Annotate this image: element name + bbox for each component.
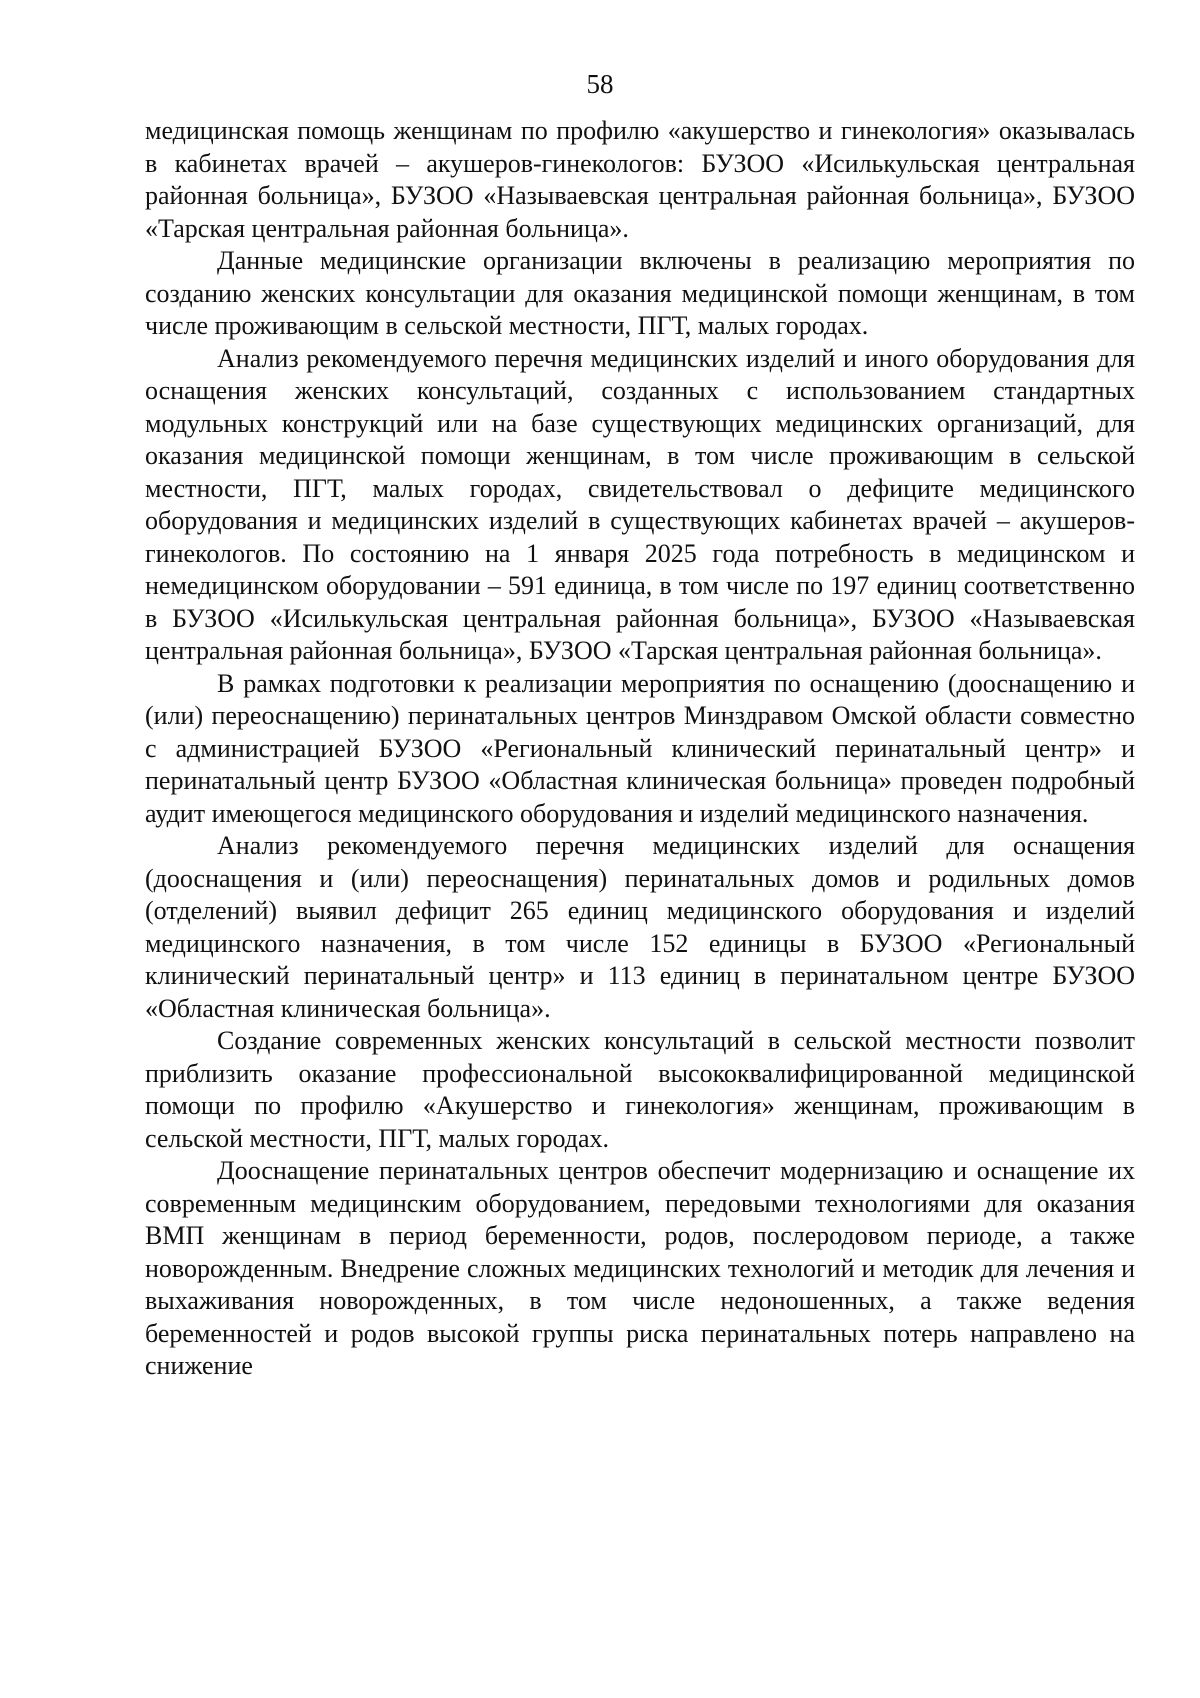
paragraph: Создание современных женских консультаций в сельской местности позволит приблизить оказание профессиональной высококвалифицированной медицинской помощи по профилю «Акушерство и гинекология» женщинам, проживающим в сельской местности, ПГТ, малых городах. xyxy=(145,1026,1135,1153)
document-body xyxy=(145,115,1135,1383)
paragraph: Дооснащение перинатальных центров обеспечит модернизацию и оснащение их современным медицинским оборудованием, передовыми технологиями для оказания ВМП женщинам в период беременности, родов, послеродовом периоде, а также новорожденным. Внедрение сложных медицинских технологий и методик для лечения и выхаживания новорожденных, в том числе недоношенных, а также ведения беременностей и родов высокой группы риска перинатальных потерь направлено на снижение xyxy=(145,1156,1135,1380)
paragraph: Данные медицинские организации включены в реализацию мероприятия по созданию женских консультации для оказания медицинской помощи женщинам, в том числе проживающим в сельской местности, ПГТ, малых городах. xyxy=(145,246,1135,340)
paragraph: Анализ рекомендуемого перечня медицинских изделий для оснащения (дооснащения и (или) переоснащения) перинатальных домов и родильных домов (отделений) выявил дефицит 265 единиц медицинского оборудования и изделий медицинского назначения, в том числе 152 единицы в БУЗОО «Региональный клинический перинатальный центр» и 113 единиц в перинатальном центре БУЗОО «Областная клиническая больница». xyxy=(145,831,1135,1023)
page-number: 58 xyxy=(586,69,614,99)
paragraph: медицинская помощь женщинам по профилю «акушерство и гинекология» оказывалась в кабинетах врачей – акушеров-гинекологов: БУЗОО «Исилькульская центральная районная больница», БУЗОО «Называевская центральная районная больница», БУЗОО «Тарская центральная районная больница». xyxy=(145,116,1135,243)
paragraph: Анализ рекомендуемого перечня медицинских изделий и иного оборудования для оснащения женских консультаций, созданных с использованием стандартных модульных конструкций или на базе существующих медицинских организаций, для оказания медицинской помощи женщинам, в том числе проживающим в сельской местности, ПГТ, малых городах, свидетельствовал о дефиците медицинского оборудования и медицинских изделий в существующих кабинетах врачей – акушеров-гинекологов. По состоянию на 1 января 2025 года потребность в медицинском и немедицинском оборудовании – 591 единица, в том числе по 197 единиц соответственно в БУЗОО «Исилькульская центральная районная больница», БУЗОО «Называевская центральная районная больница», БУЗОО «Тарская центральная районная больница». xyxy=(145,343,1135,665)
paragraph: В рамках подготовки к реализации мероприятия по оснащению (дооснащению и (или) переоснащению) перинатальных центров Минздравом Омской области совместно с администрацией БУЗОО «Региональный клинический перинатальный центр» и перинатальный центр БУЗОО «Областная клиническая больница» проведен подробный аудит имеющегося медицинского оборудования и изделий медицинского назначения. xyxy=(145,668,1135,828)
